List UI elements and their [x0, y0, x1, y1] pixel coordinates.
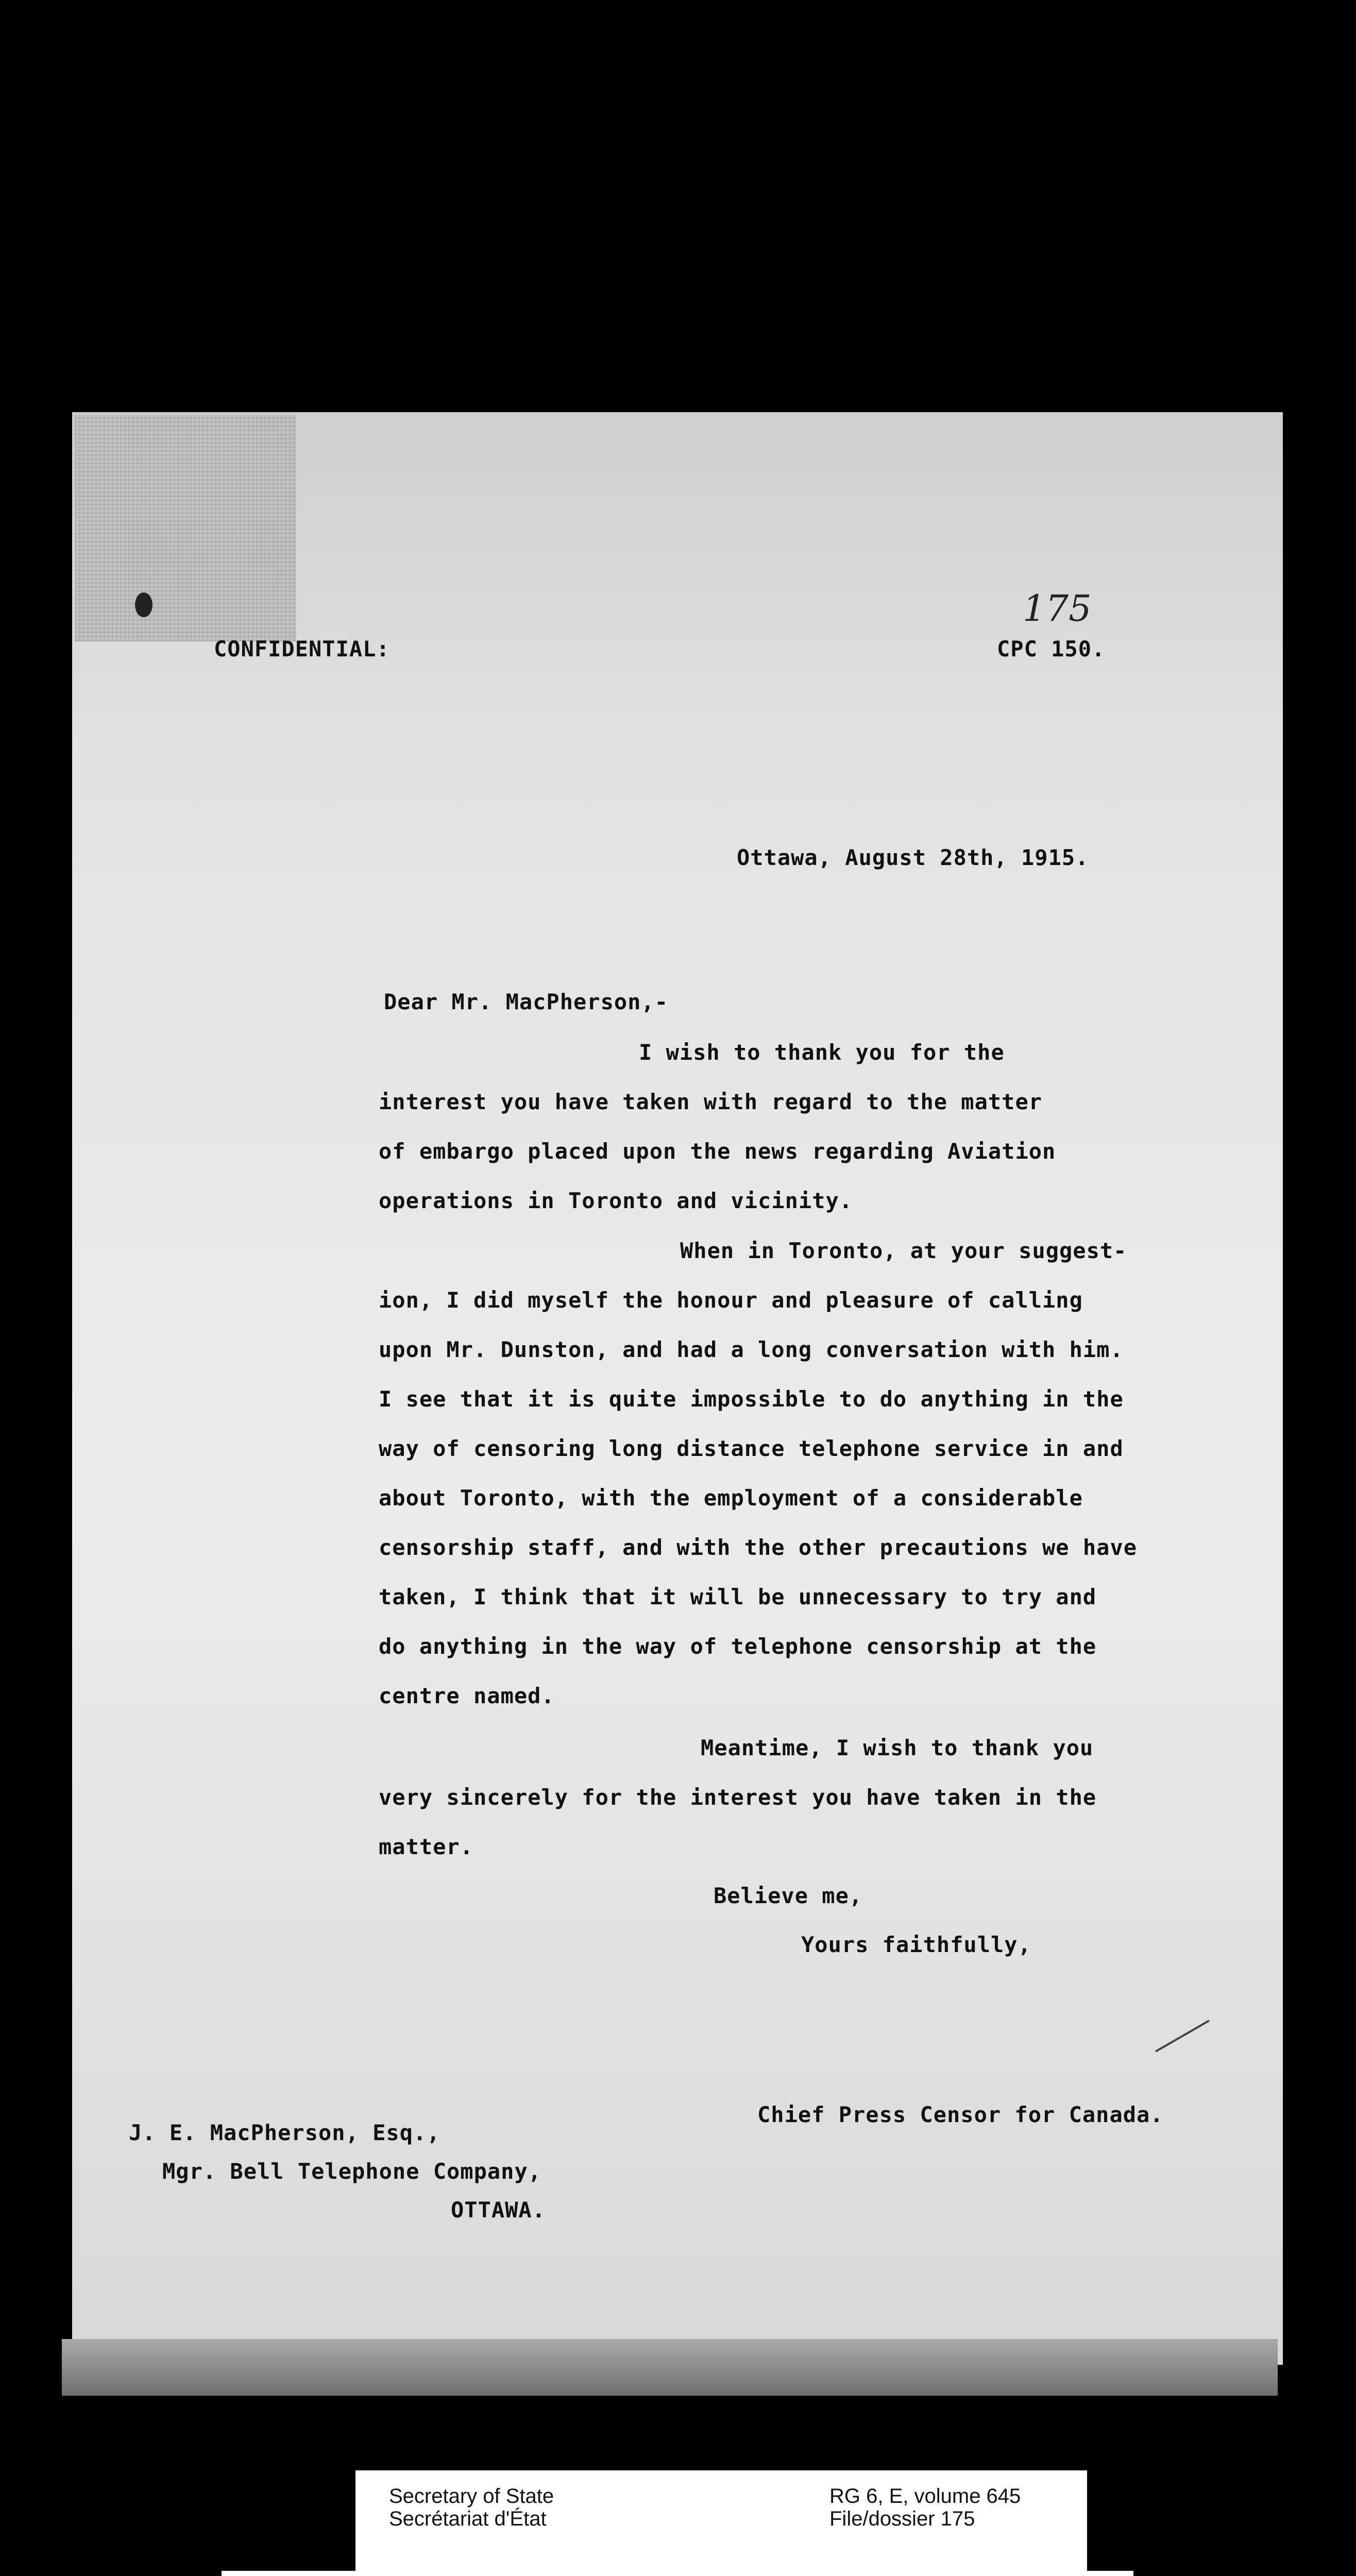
salutation: Dear Mr. MacPherson,- [384, 989, 669, 1014]
paragraph-line: I wish to thank you for the [639, 1040, 1005, 1065]
paragraph-line: do anything in the way of telephone censorship at the [379, 1634, 1097, 1659]
recipient-position: Mgr. Bell Telephone Company, [162, 2159, 542, 2184]
paragraph-line: ion, I did myself the honour and pleasure of calling [379, 1287, 1083, 1313]
closing-yours-faithfully: Yours faithfully, [801, 1932, 1031, 1957]
paragraph-line: Meantime, I wish to thank you [701, 1735, 1094, 1760]
page-bottom-edge [62, 2339, 1278, 2396]
paragraph-line: operations in Toronto and vicinity. [379, 1188, 853, 1213]
classification-label: CONFIDENTIAL: [214, 636, 390, 662]
recipient-name: J. E. MacPherson, Esq., [129, 2120, 440, 2145]
paragraph-line: interest you have taken with regard to the matter [379, 1089, 1043, 1114]
department-french: Secrétariat d'État [389, 2507, 547, 2530]
paragraph-line: of embargo placed upon the news regarding Aviation [379, 1139, 1056, 1164]
paragraph-line: When in Toronto, at your suggest- [680, 1238, 1127, 1263]
department-english: Secretary of State [389, 2485, 554, 2507]
handwritten-file-number: 175 [1023, 587, 1092, 630]
paragraph-line: very sincerely for the interest you have taken in the [379, 1785, 1097, 1810]
signatory-title: Chief Press Censor for Canada. [757, 2102, 1164, 2127]
archive-label [355, 2470, 1087, 2576]
tape-patch [75, 415, 296, 641]
paragraph-line: centre named. [379, 1683, 555, 1708]
record-group-reference: RG 6, E, volume 645 [829, 2485, 1021, 2507]
paragraph-line: taken, I think that it will be unnecessary to try and [379, 1584, 1097, 1609]
paragraph-1 [379, 1028, 1208, 1226]
file-dossier-number: File/dossier 175 [829, 2507, 975, 2530]
paragraph-line: censorship staff, and with the other precautions we have [379, 1535, 1138, 1560]
punch-hole [135, 592, 152, 617]
paragraph-line: I see that it is quite impossible to do anything in the [379, 1386, 1124, 1412]
paragraph-2 [379, 1226, 1208, 1721]
paragraph-3 [379, 1723, 1208, 1872]
recipient-city: OTTAWA. [451, 2197, 546, 2223]
paragraph-line: way of censoring long distance telephone service in and [379, 1436, 1124, 1461]
closing-believe-me: Believe me, [714, 1883, 863, 1908]
paragraph-line: about Toronto, with the employment of a considerable [379, 1485, 1083, 1511]
paragraph-line: upon Mr. Dunston, and had a long conversation with him. [379, 1337, 1124, 1362]
file-reference: CPC 150. [997, 636, 1106, 662]
paragraph-line: matter. [379, 1834, 474, 1859]
dateline: Ottawa, August 28th, 1915. [737, 845, 1089, 870]
